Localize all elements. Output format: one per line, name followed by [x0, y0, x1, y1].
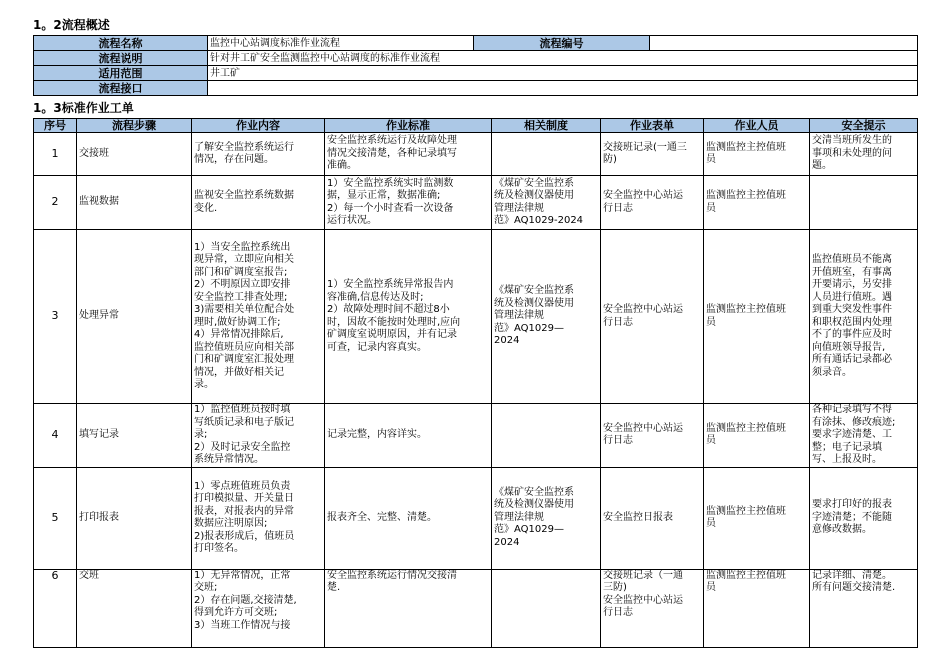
row-form-cell	[601, 176, 704, 230]
cell-line: 1）零点班值班员负责	[194, 480, 291, 492]
cell-line: 整；电子记录填	[812, 441, 882, 453]
row-policy-cell	[492, 467, 601, 569]
row-safety-cell	[810, 467, 918, 569]
cell-line: 各种记录填写不得	[812, 404, 892, 415]
cell-line: 可查，记录内容真实。	[327, 341, 427, 353]
cell-line: 4）异常情况排除后,	[194, 329, 284, 340]
cell-line: 所有问题交接清楚.	[812, 582, 896, 593]
cell-line: 监测监控主控值班	[706, 569, 786, 581]
row-safety-cell	[810, 176, 918, 230]
process-name-value: 监控中心站调度标准作业流程	[208, 36, 474, 51]
cell-line: 防)	[603, 154, 617, 165]
cell-line: 2024	[494, 335, 520, 347]
header-staff: 作业人员	[704, 119, 810, 133]
cell-line: 门和矿调度室汇报处理	[194, 354, 294, 365]
cell-line: 写、上报及时。	[812, 454, 882, 465]
cell-line: 和职权范围内处理	[812, 316, 892, 328]
cell-line: 现异常，立即应向相关	[194, 254, 294, 265]
cell-line: 系统异常情况。	[194, 454, 264, 465]
cell-line: 向值班领导报告,	[812, 341, 886, 353]
row-step-cell: 填写记录	[77, 404, 192, 468]
cell-line: 到重大突发性事件	[812, 304, 892, 315]
cell-line: 3)需要相关单位配合处	[194, 304, 295, 315]
cell-line: 1）监控值班员按时填	[194, 404, 291, 415]
cell-line: 开值班室，有事离	[812, 266, 892, 278]
cell-line: 《煤矿安全监控系	[494, 486, 574, 498]
cell-line: 要求字迹清楚、工	[812, 429, 892, 440]
table-row	[34, 176, 918, 230]
standard-workorder-table	[33, 118, 918, 648]
cell-line: 管理法律规	[494, 202, 544, 214]
cell-line: 事项和未处理的问	[812, 147, 892, 159]
cell-line: 2)报表形成后，值班员	[194, 530, 295, 542]
header-content: 作业内容	[192, 119, 325, 133]
cell-line: 情况交接清楚，各种记录填写	[327, 147, 457, 159]
cell-line: 1）安全监控系统实时监测数	[327, 177, 454, 189]
cell-line: 要求打印好的报表	[812, 499, 892, 511]
scope-value: 井工矿	[208, 66, 918, 81]
cell-line: 行日志	[603, 316, 633, 328]
cell-line: 录。	[194, 379, 214, 390]
process-code-value	[650, 36, 918, 51]
cell-line: 记录详细、清楚。	[812, 569, 892, 581]
cell-line: 交班;	[194, 582, 218, 593]
row-number-cell: 3	[34, 230, 77, 404]
interface-label: 流程接口	[34, 81, 208, 96]
cell-line: 监测监控主控值班	[706, 141, 786, 153]
cell-line: 运行状况。	[327, 215, 377, 226]
cell-line: 报表齐全、完整、清楚。	[327, 511, 437, 523]
cell-line: 员	[706, 316, 716, 328]
cell-line: 了解安全监控系统运行	[194, 141, 294, 153]
row-safety-cell	[810, 404, 918, 468]
cell-line: 员	[706, 154, 716, 165]
row-standard-cell	[325, 569, 492, 647]
cell-line: 录;	[194, 429, 208, 440]
overview-row-interface	[34, 81, 918, 96]
cell-line: 员	[706, 582, 716, 593]
cell-line: 《煤矿安全监控系	[494, 285, 574, 297]
cell-line: 有涂抹、修改痕迹;	[812, 416, 896, 428]
header-form: 作业表单	[601, 119, 704, 133]
cell-line: 监控值班员不能离	[812, 254, 892, 265]
cell-line: 写纸质记录和电子版记	[194, 416, 294, 428]
process-name-label: 流程名称	[34, 36, 208, 51]
header-standard: 作业标准	[325, 119, 492, 133]
cell-line: 楚.	[327, 582, 341, 593]
cell-line: 2）故障处理时间不超过8小	[327, 304, 450, 315]
row-policy-cell	[492, 230, 601, 404]
cell-line: 交清当班所发生的	[812, 135, 892, 147]
cell-line: 行日志	[603, 607, 633, 618]
cell-line: 交接班记录(一通三	[603, 141, 687, 153]
cell-line: 2）不明原因立即安排	[194, 279, 291, 290]
row-standard-cell	[325, 467, 492, 569]
cell-line: 准确。	[327, 160, 357, 172]
row-step-cell: 打印报表	[77, 467, 192, 569]
cell-line: 2）每一个小时查看一次设备	[327, 202, 454, 214]
row-content-cell	[192, 176, 325, 230]
row-step-cell: 交班	[77, 569, 192, 647]
row-form-cell	[601, 467, 704, 569]
row-standard-cell	[325, 230, 492, 404]
cell-line: 题。	[812, 160, 832, 172]
cell-line: 管理法律规	[494, 511, 544, 523]
cell-line: 报表，对报表内的异常	[194, 505, 294, 517]
row-staff-cell	[704, 230, 810, 404]
row-content-cell	[192, 467, 325, 569]
cell-line: 容准确,信息传达及时;	[327, 291, 424, 303]
cell-line: 员	[706, 435, 716, 447]
header-policy: 相关制度	[492, 119, 601, 133]
row-safety-cell	[810, 133, 918, 176]
cell-line: 安全监控系统运行及故障处理	[327, 135, 457, 147]
row-step-cell: 监视数据	[77, 176, 192, 230]
row-form-cell	[601, 133, 704, 176]
cell-line: 监测监控主控值班	[706, 190, 786, 201]
table-row	[34, 467, 918, 569]
table-row	[34, 133, 918, 176]
row-content-cell	[192, 230, 325, 404]
row-policy-cell	[492, 569, 601, 647]
process-overview-table	[33, 35, 918, 96]
row-staff-cell	[704, 176, 810, 230]
cell-line: 2）存在问题,交接清楚,	[194, 594, 297, 606]
cell-line: 不了的事件应及时	[812, 329, 892, 340]
cell-line: 打印签名。	[194, 543, 244, 554]
row-form-cell	[601, 230, 704, 404]
cell-line: 监测监控主控值班	[706, 505, 786, 517]
cell-line: 统及检测仪器使用	[494, 190, 574, 201]
cell-line: 监测监控主控值班	[706, 304, 786, 315]
cell-line: 安全监控中心站运	[603, 304, 683, 315]
cell-line: 员	[706, 518, 716, 529]
cell-line: 统及检测仪器使用	[494, 499, 574, 511]
cell-line: 监视安全监控系统数据	[194, 190, 294, 201]
row-standard-cell	[325, 133, 492, 176]
row-policy-cell	[492, 176, 601, 230]
cell-line: 打印模拟量、开关量日	[194, 493, 294, 504]
process-desc-value: 针对井工矿安全监测监控中心站调度的标准作业流程	[208, 51, 918, 66]
row-policy-cell	[492, 404, 601, 468]
cell-line: 人员进行值班。遇	[812, 291, 892, 303]
cell-line: 据，显示正常，数据准确;	[327, 190, 441, 201]
cell-line: 情况，存在问题。	[194, 154, 274, 165]
row-form-cell	[601, 404, 704, 468]
cell-line: 理时,做好协调工作;	[194, 316, 281, 328]
row-policy-cell	[492, 133, 601, 176]
cell-line: 所有通话记录都必	[812, 354, 892, 365]
row-staff-cell	[704, 133, 810, 176]
row-number-cell: 2	[34, 176, 77, 230]
row-staff-cell	[704, 404, 810, 468]
process-desc-label: 流程说明	[34, 51, 208, 66]
row-standard-cell	[325, 404, 492, 468]
cell-line: 须录音。	[812, 366, 852, 378]
row-number-cell: 5	[34, 467, 77, 569]
cell-line: 1）无异常情况，正常	[194, 569, 291, 581]
cell-line: 三防)	[603, 582, 627, 593]
overview-row-desc	[34, 51, 918, 66]
cell-line: 安全监控日报表	[603, 511, 673, 523]
cell-line: 变化.	[194, 202, 218, 214]
cell-line: 得到允许方可交班;	[194, 607, 278, 618]
row-number-cell: 1	[34, 133, 77, 176]
row-form-cell	[601, 569, 704, 647]
cell-line: 监测监控主控值班	[706, 422, 786, 434]
row-content-cell	[192, 404, 325, 468]
cell-line: 安全监控工排查处理;	[194, 291, 288, 303]
cell-line: 1）安全监控系统异常报告内	[327, 279, 454, 290]
row-staff-cell	[704, 569, 810, 647]
table-header-row	[34, 119, 918, 133]
cell-line: 安全监控中心站运	[603, 594, 683, 606]
cell-line: 《煤矿安全监控系	[494, 177, 574, 189]
cell-line: 部门和矿调度室报告;	[194, 266, 288, 278]
overview-row-scope	[34, 66, 918, 81]
cell-line: 安全监控中心站运	[603, 190, 683, 201]
row-number-cell: 4	[34, 404, 77, 468]
cell-line: 时，因故不能按时处理时,应向	[327, 316, 461, 328]
row-standard-cell	[325, 176, 492, 230]
interface-value	[208, 81, 918, 96]
header-no: 序号	[34, 119, 77, 133]
workorder-section-title: 1。3标准作业工单	[33, 101, 134, 115]
cell-line: 记录完整，内容详实。	[327, 429, 427, 440]
row-content-cell	[192, 569, 325, 647]
scope-label: 适用范围	[34, 66, 208, 81]
cell-line: 2）及时记录安全监控	[194, 441, 291, 453]
cell-line: 1）当安全监控系统出	[194, 241, 291, 253]
row-number-cell: 6	[34, 569, 77, 647]
cell-line: 范》AQ1029—	[494, 524, 564, 536]
cell-line: 开要请示，另安排	[812, 279, 892, 290]
cell-line: 3）当班工作情况与接	[194, 619, 291, 631]
row-step-cell: 处理异常	[77, 230, 192, 404]
cell-line: 2024	[494, 536, 520, 548]
table-row	[34, 569, 918, 647]
cell-line: 字迹清楚；不能随	[812, 511, 892, 523]
cell-line: 范》AQ1029-2024	[494, 215, 584, 226]
row-safety-cell	[810, 230, 918, 404]
table-row	[34, 404, 918, 468]
cell-line: 统及检测仪器使用	[494, 297, 574, 309]
overview-row-name	[34, 36, 918, 51]
cell-line: 行日志	[603, 202, 633, 214]
row-safety-cell	[810, 569, 918, 647]
header-safety: 安全提示	[810, 119, 918, 133]
cell-line: 安全监控系统运行情况交接清	[327, 569, 457, 581]
header-step: 流程步骤	[77, 119, 192, 133]
cell-line: 安全监控中心站运	[603, 422, 683, 434]
cell-line: 员	[706, 202, 716, 214]
overview-section-title: 1。2流程概述	[33, 18, 110, 32]
row-staff-cell	[704, 467, 810, 569]
cell-line: 意修改数据。	[812, 524, 872, 536]
row-content-cell	[192, 133, 325, 176]
cell-line: 管理法律规	[494, 310, 544, 322]
cell-line: 数据应注明原因;	[194, 518, 268, 529]
cell-line: 监控值班员应向相关部	[194, 341, 294, 353]
row-step-cell: 交接班	[77, 133, 192, 176]
cell-line: 范》AQ1029—	[494, 322, 564, 334]
cell-line: 行日志	[603, 435, 633, 447]
process-code-label: 流程编号	[474, 36, 650, 51]
cell-line: 矿调度室说明原因，并有记录	[327, 329, 457, 340]
cell-line: 交接班记录（一通	[603, 569, 683, 581]
table-row	[34, 230, 918, 404]
cell-line: 情况，并做好相关记	[194, 366, 284, 378]
